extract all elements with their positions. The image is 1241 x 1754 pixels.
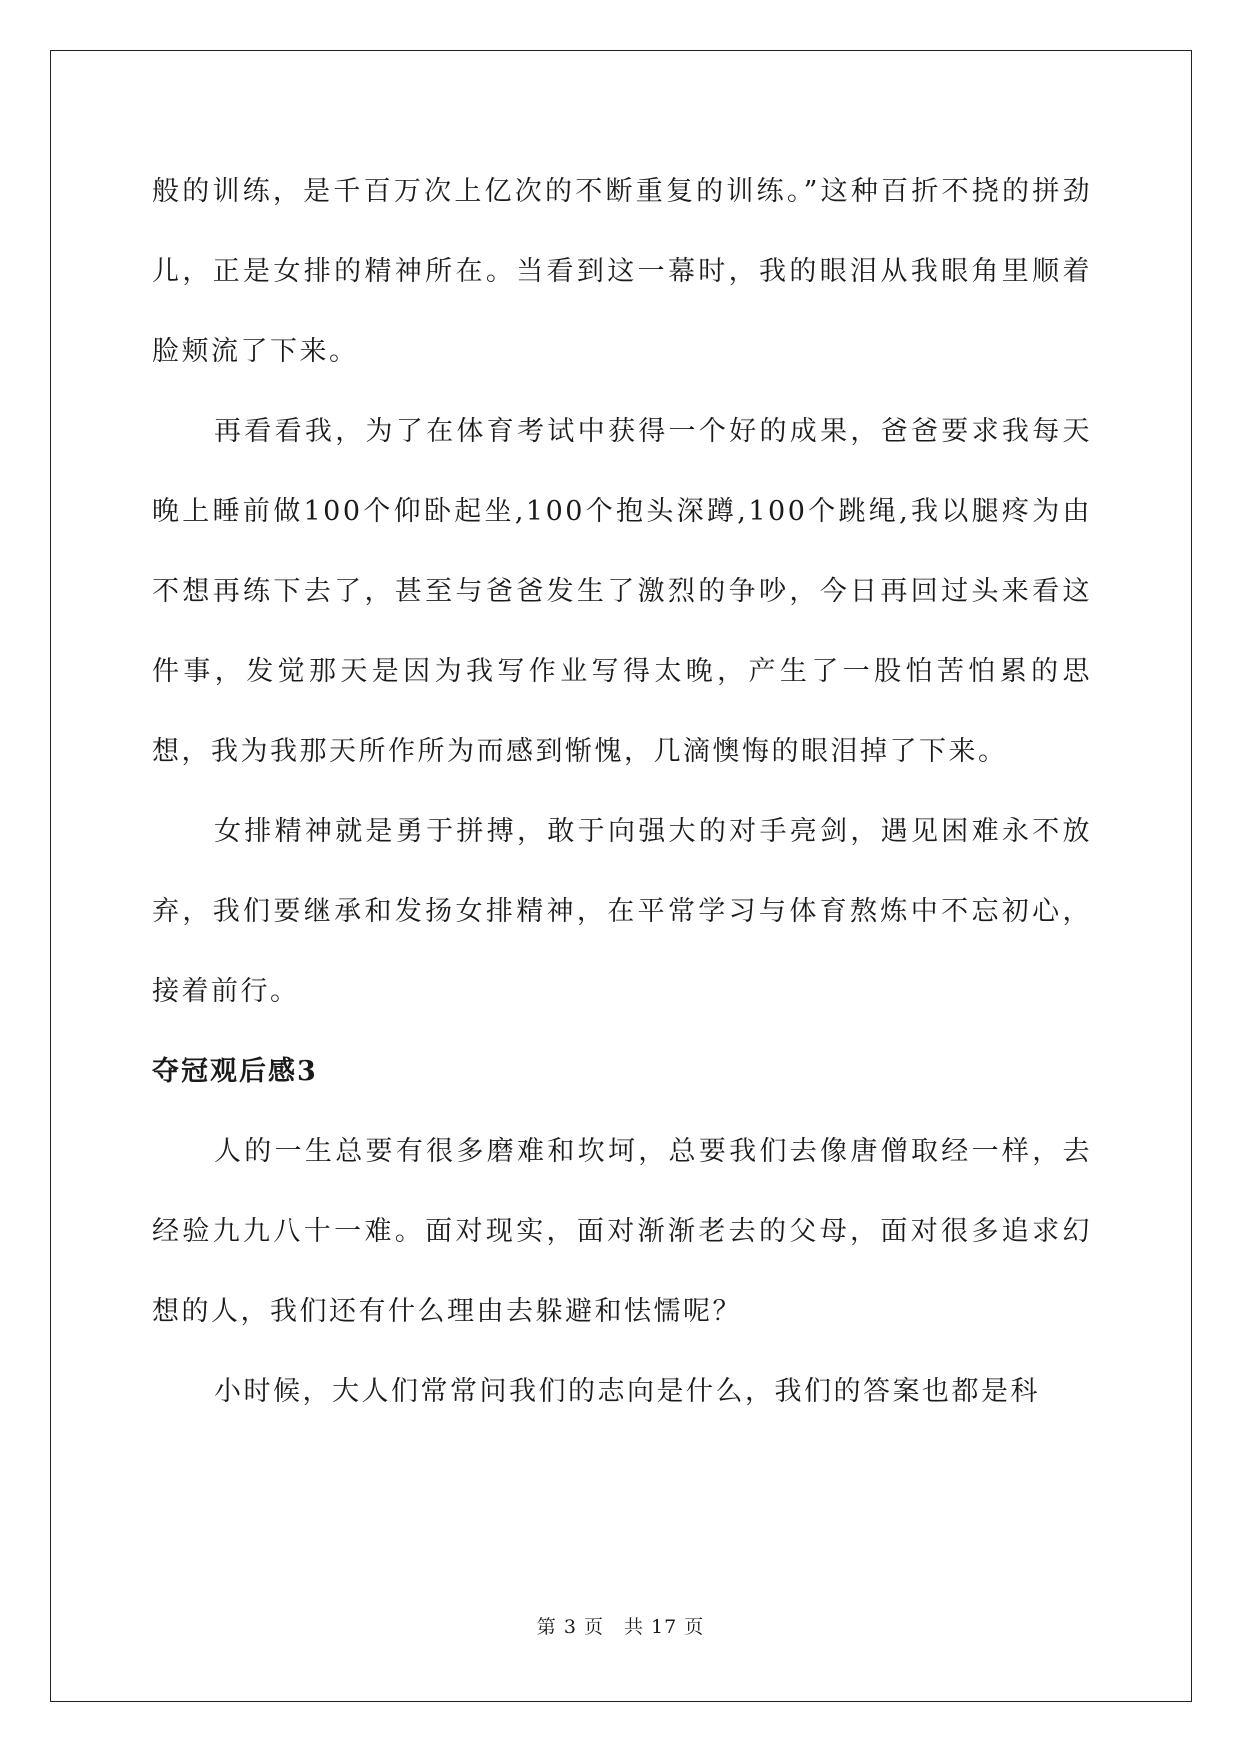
section-title: 夺冠观后感3 <box>152 1056 318 1087</box>
paragraph-2: 再看看我，为了在体育考试中获得一个好的成果，爸爸要求我每天晚上睡前做100个仰卧起坐,100个抱头深蹲,100个跳绳,我以腿疼为由不想再练下去了，甚至与爸爸发生了激烈的争吵，今日再回过头来看这件事，发觉那天是因为我写作业写得太晚，产生了一股怕苦怕累的思想，我为我那天所作所为而感到惭愧，几滴懊悔的眼泪掉了下来。 <box>152 416 1092 767</box>
page-number-footer: 第 3 页 共 17 页 <box>536 1616 705 1638</box>
paragraph-4: 人的一生总要有很多磨难和坎坷，总要我们去像唐僧取经一样，去经验九九八十一难。面对现实，面对渐渐老去的父母，面对很多追求幻想的人，我们还有什么理由去躲避和怯懦呢？ <box>152 1136 1092 1327</box>
document-body <box>152 152 1092 1432</box>
paragraph-3: 女排精神就是勇于拼搏，敢于向强大的对手亮剑，遇见困难永不放弃，我们要继承和发扬女排精神，在平常学习与体育熬炼中不忘初心，接着前行。 <box>152 816 1092 1007</box>
paragraph-5: 小时候，大人们常常问我们的志向是什么，我们的答案也都是科 <box>214 1376 1040 1407</box>
paragraph-1: 般的训练，是千百万次上亿次的不断重复的训练。”这种百折不挠的拼劲儿，正是女排的精神所在。当看到这一幕时，我的眼泪从我眼角里顺着脸颊流了下来。 <box>152 176 1092 367</box>
